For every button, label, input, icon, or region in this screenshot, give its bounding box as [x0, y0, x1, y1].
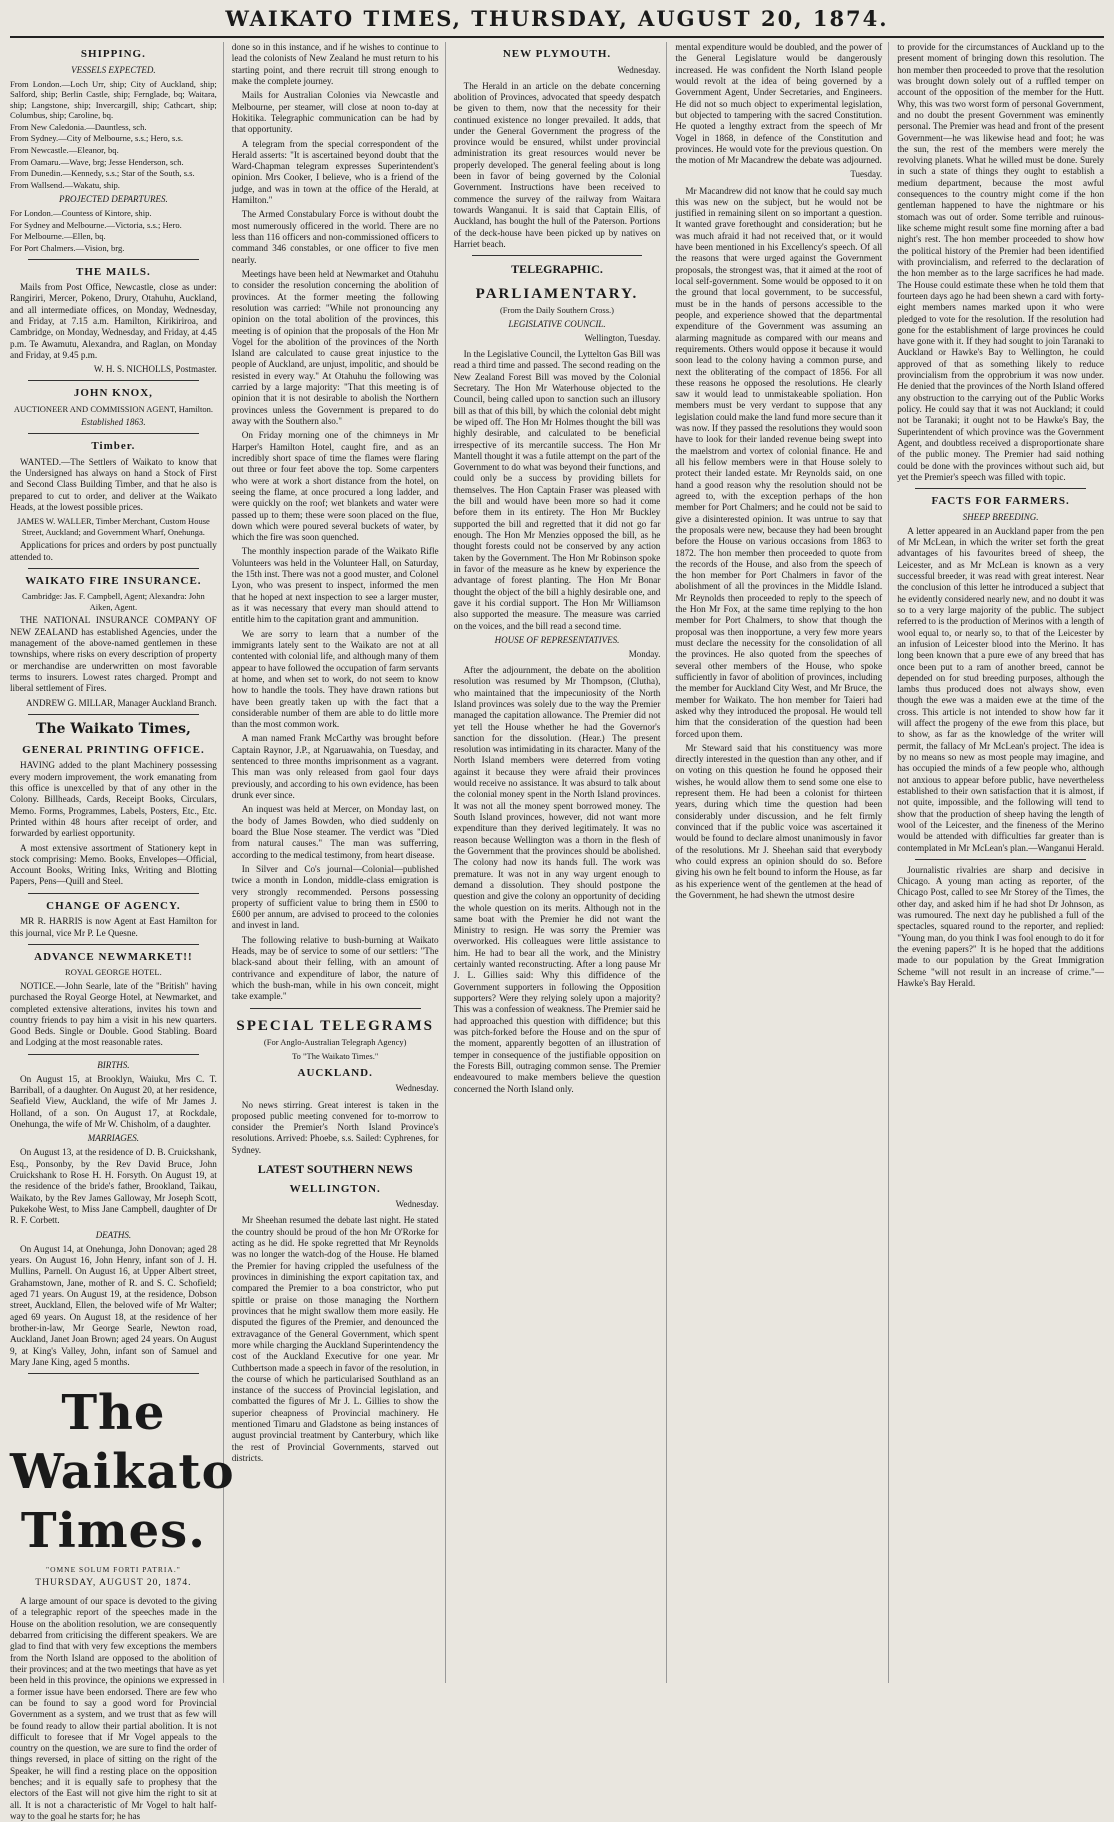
list-item: For London.—Countess of Kintore, ship.: [10, 208, 152, 219]
knox-heading: JOHN KNOX,: [73, 387, 153, 400]
news-paragraph: The Armed Constabulary Force is without doubt the most numerously officered in the world. There are no less than 116 officers and non-commissioned officers to command 346 constables, or one officer to five men nearly.: [231, 209, 439, 265]
column-4: [675, 42, 889, 1683]
auckland-heading: AUCKLAND.: [297, 1066, 373, 1079]
printing-office-title: The Waikato Times,: [35, 720, 191, 737]
miscellaneous-notes: Journalistic rivalries are sharp and decisive in Chicago. A young man acting as reporter, of the Chicago Post, called to see Mr Storey of the Times, the other day, and asked him if he had shot Dr Johnson, as was rumoured. The next day he published a full of the spectacles, squared round to the reporter, and replied: "Young man, do you think I was fool enough to do it for the evening papers?" It is he hoped that the additions made to our population by the Great Immigration Scheme "will not result in an increase of crime."—Hawke's Bay Herald.: [897, 864, 1104, 988]
new-plymouth-day: Wednesday.: [617, 64, 661, 75]
knox-subheading: AUCTIONEER AND COMMISSION AGENT, Hamilton.: [13, 403, 213, 414]
fire-insurance-text: THE NATIONAL INSURANCE COMPANY OF NEW ZEALAND has established Agencies, under the management of the above-named gentlemen in these townships, where risks on every description of property or merchandise are underwritten on most favorable terms to insurers. Lowest rates charged. Prompt and liberal settlement of Fires.: [10, 615, 217, 694]
debate-text: Mr Steward said that his constituency was more directly interested in the question than any other, and if on voting on this question he found he opposed their wishes, he would allow them to send some one else to represent them. He had been a colonist for thirteen years, during which time the question had been considerably under discussion, and he felt firmly convinced that if the public voice was ascertained it would be found to declare almost unanimously in favor of the resolutions. Mr J. Sheehan said that everybody who could express an opinion should do so. Before giving his own he felt bound to inform the House, as far as his experience went of the gentlemen at the head of the Government, he had shewn the utmost desire: [675, 742, 883, 900]
list-item: From Sydney.—City of Melbourne, s.s.; Hero, s.s.: [10, 133, 183, 144]
list-item: For Melbourne.—Ellen, bq.: [10, 231, 106, 242]
news-paragraph: Mails for Australian Colonies via Newcastle and Melbourne, per steamer, will close at noon to-day at Hokitika. Telegraphic communication can be had by that opportunity.: [231, 90, 439, 135]
timber-note: Applications for prices and orders by post punctually attended to.: [10, 540, 217, 562]
paper-motto: "OMNE SOLUM FORTI PATRIA.": [46, 1565, 181, 1575]
editorial-text: A large amount of our space is devoted to the giving of a telegraphic report of the speeches made in the House on the abolition resolution, we are consequently debarred from criticising the different speakers. We are glad to find that with very few exceptions the members from the North Island are opposed to the abolition of their provinces; and at the two meetings that have as yet been held in this province, the opinions we expressed in a former issue have been endorsed. There are few who can be found to say a good word for Provincial Government as a system, and we trust that as few will be found ready to allow their partial abolition. It is not difficult to foresee that if Mr Vogel appeals to the country on the question, we are sure to find the order of things reversed, in place of sitting on the right of the Speaker, he will find a resting place on the opposition benches; and it is equally safe to prophesy that the electors of the East will not give him the right to sit at all. It is not a characteristic of Mr Vogel to halt half-way to the goal he starts for; he has: [10, 1596, 217, 1822]
divider: [28, 714, 199, 715]
news-paragraph: A man named Frank McCarthy was brought before Captain Raynor, J.P., at Ngaruawahia, on Tuesday, and sentenced to three months imprisonment as a vagrant. This man was only released from gaol four days previously, and according to his own evidence, has been drunk ever since.: [231, 733, 439, 800]
deaths-text: On August 14, at Onehunga, John Donovan; aged 28 years. On August 16, John Henry, infant son of J. H. Mullins, Parnell. On August 16, at Upper Albert street, Grahamstown, Jane, mother of R. and S. C. Schofield; aged 71 years. On August 19, at the residence, Dobson street, Auckland, Ellen, the beloved wife of Mr Walter; aged 69 years. On August 18, at the residence of her brother-in-law, Mr George Searle, Newton road, Auckland, Janet Joan Brown; aged 24 years. On August 9, at King's Valley, John, infant son of Samuel and Mary Jane King, aged 5 months.: [10, 1243, 217, 1367]
sheep-breeding-text: A letter appeared in an Auckland paper from the pen of Mr McLean, in which the writer set forth the great advantages of his favourites breed of sheep, the Leicester, and as Mr McLean is known as a very successful breeder, it was read with great interest. Near the conclusion of this letter he introduced a subject that he evidently considered nearly new, and no doubt it was so to a very large majority of the public. The subject referred to is the production of Merinos with a length of wool equal to, or nearly so, to that of the Leicester by an infusion of Leicester blood into the Merino. It has long been known that a pure ewe of any breed that has once been put to a ram of another breed, cannot be depended on for stud breeding purposes, although the lambs thus produced does not always show, even though the ewe was a maiden ewe at the time of the cross. This article is not intended to show how far it will affect the progeny of the ewe from this place, but to show, as far as the knowledge of the writer will permit, the fallacy of Mr McLean's project. The idea is by no means so new as most people may imagine, and has occupied the minds of a few people who, although not anxious to appear before public, have nevertheless established to their own satisfaction that it is almost, if not quite, impossible, and the following will tend to show that the production of sheep having the length of wool of the Leicester, and the fineness of the Merino would be attended with difficulties far greater than is contemplated in Mr McLean's plan.—Wanganui Herald.: [897, 525, 1104, 853]
vessels-list: [10, 79, 217, 191]
list-item: From Oamaru.—Wave, brg; Jesse Henderson, sch.: [10, 156, 184, 167]
column-3: [454, 42, 668, 1683]
divider: [915, 488, 1086, 489]
news-paragraph: The monthly inspection parade of the Waikato Rifle Volunteers was held in the Volunteer Hall, on Saturday, the 15th inst. There was not a good muster, and Colonel Lyon, who was present to inspect, informed the men that he hoped at next inspection to see a larger muster, as it was necessary that every man should attend to entitle him to the capitation grant and ammunition.: [231, 546, 439, 625]
divider: [28, 380, 199, 381]
news-paragraph: The following relative to bush-burning at Waikato Heads, may be of service to some of our settlers: "The black-sand about their felling, with an amount of contrivance and expenditure of labor, the nature of which the bush-man, while in his own conceit, might take example.": [231, 934, 439, 1002]
list-item: For Port Chalmers.—Vision, brg.: [10, 242, 125, 253]
news-paragraph: We are sorry to learn that a number of the immigrants lately sent to the Waikato are not at all contented with colonial life, and although many of them appear to have followed the occupation of farm servants at home, and when set to work, do not seem to know how to handle the tools. They have drawn rations but have been greatly taken up with the fact that a considerable number of them are able to do little more than the most common work.: [231, 628, 439, 730]
fire-insurance-heading: WAIKATO FIRE INSURANCE.: [25, 574, 202, 587]
telegrams-source: (For Anglo-Australian Telegraph Agency): [263, 1037, 407, 1048]
fire-insurance-agents: Cambridge: Jas. F. Campbell, Agent; Alexandra: John Aiken, Agent.: [22, 591, 205, 612]
news-paragraph: A telegram from the special correspondent of the Herald asserts: "It is ascertained beyond doubt that the Ward-Chapman telegram expresses Superintendent's opinion. Mrs Cooker, I believe, who is a friend of the judge, and was in town at the office of the Herald, at Hamilton.": [231, 138, 439, 206]
printing-office-text: HAVING added to the plant Machinery possessing every modern improvement, the work emanating from this office is unexcelled by that of any other in the Colony. Billheads, Cards, Receipt Books, Circulars, Memo. Forms, Programmes, Labels, Posters, Etc., Etc. Printed within 48 hours after receipt of order, and forwarded by earliest opportunity.: [10, 760, 217, 839]
paper-title: The Waikato Times.: [10, 1385, 235, 1560]
newmarket-heading: ADVANCE NEWMARKET!!: [34, 950, 193, 963]
news-paragraph: In Silver and Co's journal—Colonial—published twice a month in London, middle-class emigration is very strongly recommended. Persons possessing property of sufficient value to bring them in £500 to £600 per annum, are advised to proceed to the colonies and invest in land.: [231, 863, 439, 931]
divider: [28, 944, 199, 945]
debate-continued: mental expenditure would be doubled, and the power of the General Legislature would be dangerously increased. He was confident the North Island people would revolt at the idea of being governed by a Government Agent, Under Secretaries, and Engineers. He did not so much object to experimental legislation, but objected to tampering with the sacred Constitution. He quoted a lengthy extract from the speech of Mr Vogel in 1868, in defence of the Constitution and provinces. He would vote for the previous question. On the motion of Mr Macandrew the debate was adjourned.: [675, 42, 883, 166]
columns: [10, 38, 1104, 1822]
telegrams-recipient: To "The Waikato Times.": [292, 1050, 379, 1061]
new-plymouth-text: The Herald in an article on the debate concerning abolition of Provinces, advocated that speedy despatch be given to them, now that the necessity for their continued existence no longer prevailed. It adds, that under the General Government the progress of the province would be ensured, whilst under provincial administration its great resources would never be properly developed. The general feeling about is long been in favor of being governed by the Colonial Government. Instructions have been received to commence the survey of the railway from Waitara towards Wanganui. It is said that Captain Ellis, of Auckland, has bought the hull of the Paterson. Portions of the deck-house have been picked up by natives on Harriet beach.: [453, 80, 661, 249]
southern-news-heading: LATEST SOUTHERN NEWS: [257, 1162, 413, 1177]
parliamentary-heading: PARLIAMENTARY.: [475, 286, 639, 303]
mails-heading: THE MAILS.: [76, 265, 151, 278]
divider: [250, 1008, 421, 1009]
telegraphic-heading: TELEGRAPHIC.: [511, 262, 603, 277]
legislative-council-text: In the Legislative Council, the Lyttelton Gas Bill was read a third time and passed. The second reading on the New Zealand Forest Bill was moved by the Colonial Secretary. The Hon Mr Waterhouse objected to the Council, being called upon to sanction such an illusory bill as that of this bill, by which the colonial debt might be wiped off. The Hon Mr Holmes thought the bill was highly desirable, and calculated to be beneficial irrespective of its mercantile success. The Hon Mr Mantell thought it was a futile attempt on the part of the Government to do what was beyond their functions, and could only be a success by providing billets for themselves. The Hon Captain Fraser was pleased with the bill and would have been more so had it come before them in its entirety. The Hon Mr Buckley supported the bill and regretted that it did not go far enough. The Hon Mr Menzies opposed the bill, as he thought forests could not be conserved by any action taken by the Government. The Hon Mr Robinson spoke in favor of the measure as he knew by experience the advantage of forest planting. The Hon Mr Bonar thought the object of the bill a highly desirable one, and gave it his cordial support. The Hon Mr Williamson also supported the measure. The measure was carried on the voices, and the bill read a second time.: [453, 349, 661, 631]
masthead: WAIKATO TIMES, THURSDAY, AUGUST 20, 1874.: [10, 0, 1104, 38]
column-5: [897, 42, 1104, 1683]
new-plymouth-heading: NEW PLYMOUTH.: [502, 48, 612, 60]
wellington-day: Wednesday.: [395, 1199, 439, 1210]
divider: [28, 1054, 199, 1055]
marriages-text: On August 13, at the residence of D. B. Cruickshank, Esq., Ponsonby, by the Rev David Bruce, John Cruickshank to Rose H. H. Forsyth. On August 19, at the residence of the bride's father, Brookland, Taikau, Waikato, by the Rev James Galloway, Mr Joseph Scott, Pukekohe West, to Miss Jane Campbell, daughter of Dr R. F. Corbett.: [10, 1147, 217, 1226]
timber-signature: JAMES W. WALLER, Timber Merchant, Custom House Street, Auckland; and Government Wharf, Onehunga.: [17, 516, 210, 537]
projected-departures-heading: PROJECTED DEPARTURES.: [58, 194, 168, 205]
list-item: From New Caledonia.—Dauntless, sch.: [10, 121, 147, 132]
newmarket-text: NOTICE.—John Searle, late of the "British" having purchased the Royal George Hotel, at Newmarket, and completed extensive alterations, invites his town and country friends to pay him a visit in his new quarters. Good Beds. Single or Double. Good Stabling. Board and Lodging at the most reasonable rates.: [10, 980, 217, 1048]
divider: [28, 893, 199, 894]
divider: [915, 859, 1086, 860]
wellington-text: Mr Sheehan resumed the debate last night. He stated the country should be proud of the hon Mr O'Rorke for acting as he did. He spoke regretted that Mr Reynolds was no longer the watch-dog of the House. He blamed the Premier for having crippled the usefulness of the provinces in diminishing the export capitation tax, and compared the Premier to a boa constrictor, who put spittle or praise on those managing the Northern provinces that he might swallow them more easily. He disputed the figures of the Premier, and denounced the extravagance of the General Government, which spent more while charging the Auckland Superintendency the cost of the Auckland Executive for one year. Mr Cuthbertson made a speech in favor of the resolution, in the course of which he particularised Southland as an instance of the success of Provincial legislation, and combatted the figures of Mr J. L. Gillies to show the superior cheapness of Provincial machinery. He mentioned Timaru and Gladstone as being instances of august provincial treatment by Canterbury, which like the rest of Provincial Governments, starved out districts.: [231, 1215, 439, 1463]
shipping-heading: SHIPPING.: [80, 48, 146, 60]
divider: [28, 433, 199, 434]
births-heading: BIRTHS.: [97, 1059, 130, 1070]
vessels-expected-heading: VESSELS EXPECTED.: [71, 64, 156, 75]
house-of-representatives-heading: HOUSE OF REPRESENTATIVES.: [494, 634, 620, 645]
news-paragraph: An inquest was held at Mercer, on Monday last, on the body of James Bowden, who died suddenly on board the Blue Nose steamer. The verdict was "Died from natural causes." The man was sufferring, according to the medical testimony, from heart disease.: [231, 804, 439, 860]
sheep-breeding-heading: SHEEP BREEDING.: [962, 511, 1039, 522]
paper-dateline: THURSDAY, AUGUST 20, 1874.: [35, 1578, 192, 1589]
change-of-agency-text: MR R. HARRIS is now Agent at East Hamilton for this journal, vice Mr P. Le Quesne.: [10, 916, 217, 938]
list-item: From London.—Loch Urr, ship; City of Auckland, ship; Salford, ship; Berlin Castle, ship; Fernglade, bq; Waitara, ship; Langstone, ship; Invercargill, ship; Cathcart, ship; Columbus, ship; Caroline, bq.: [10, 78, 217, 121]
list-item: From Dunedin.—Kennedy, s.s.; Star of the South, s.s.: [10, 168, 195, 179]
wellington-heading: WELLINGTON.: [289, 1182, 381, 1195]
births-text: On August 15, at Brooklyn, Waiuku, Mrs C. T. Barriball, of a daughter. On August 20, at her residence, Seafield View, Auckland, the wife of Mr James J. Holland, of a son. On August 17, at Rockdale, Onehunga, the wife of Mr W. Chisholm, of a daughter.: [10, 1073, 217, 1130]
legislative-council-day: Wellington, Tuesday.: [584, 332, 661, 343]
debate-day: Tuesday.: [850, 169, 883, 180]
marriages-heading: MARRIAGES.: [87, 1133, 140, 1144]
knox-established: Established 1863.: [81, 417, 146, 428]
debate-text: Mr Macandrew did not know that he could say much this was new on the subject, but he would not be justified in remaining silent on so important a question. It wanted grave forethought and consideration; but he was much afraid it had not received that, or it would have been mentioned in his Excellency's speech. Of all the reasons that were urged against the Government proposals, the strongest was, that it aimed at the root of local self-government. Some would be opposed to it on the ground that local government, to be successful, must be in the hands of persons accessible to the people, and experience showed that the departmental expenditure of the Government was assuming an alarming magnitude as compared with our means and requirements. Others would oppose it because it would soon lead to the colony having a common purse, and next the obliterating of the compact of 1856. For all these reasons he opposed the resolutions. He clearly saw it would lead to unmistakeable spoliation. Hon members must be very verdant to suppose that any legislation could make the land fund more secure than it was now. If they passed the resolutions they would soon have to look for their landed revenue being swept into the maelstrom and vortex of colonial finance. He and all his fellow members were in that House solely to protect their landed estate. Mr Reynolds said, on one hand a good reason why the resolution should not be agreed to, with the exception perhaps of the hon member for Port Chalmers; and he could not be said to give a disinterested opinion. It was untrue to say that the proposals were new, because they had been brought before the House on various occasions from 1863 to 1872. The hon member then proceeded to quote from the records of the House, and also from the speech of the hon member for Port Chalmers in favor of the abolishment of all the provinces in the Middle Island. Mr Reynolds then proceeded to reply to the speech of the Hon Mr Fox, at the same time replying to the hon member for Port Chalmers, to show that though the proposal was then inopportune, a very few more years must declare the necessity for the consolidation of all the provinces. He also quoted from the speeches of several other members of the House, who spoke sufficiently in favor of abolition of provinces, including the member for Auckland City West, and Mr Bruce, the member for Waikato. The hon member for Taieri had asked why they introduced the proposal. He would tell him that the consideration of the question had been forced upon them.: [675, 185, 883, 739]
divider: [28, 568, 199, 569]
stationery-text: A most extensive assortment of Stationery kept in stock comprising: Memo. Books, Envelopes—Official, Account Books, Writing Inks, Writing and Blotting Papers, Pens—Quill and Steel.: [10, 842, 217, 887]
timber-heading: Timber.: [91, 440, 136, 453]
editorial-continued: done so in this instance, and if he wishes to continue to lead the colonists of New Zealand he must return to his starting point, and there recruit till strong enough to make the complete journey.: [231, 42, 439, 86]
special-telegrams-heading: SPECIAL TELEGRAMS: [236, 1017, 434, 1034]
divider: [28, 259, 199, 260]
list-item: From Newcastle.—Eleanor, bq.: [10, 144, 119, 155]
facts-for-farmers-heading: FACTS FOR FARMERS.: [931, 495, 1070, 508]
timber-text: WANTED.—The Settlers of Waikato to know that the Undersigned has always on hand a Stock of First and Second Class Building Timber, and that he also is prepared to cut to order, and deliver at the Waikato Heads, at the lowest possible prices.: [10, 456, 217, 513]
list-item: For Sydney and Melbourne.—Victoria, s.s.; Hero.: [10, 219, 182, 230]
printing-office-subtitle: GENERAL PRINTING OFFICE.: [22, 743, 205, 756]
house-of-representatives-day: Monday.: [628, 648, 661, 659]
fire-insurance-signature: ANDREW G. MILLAR, Manager Auckland Branch.: [26, 697, 217, 708]
divider: [472, 255, 643, 256]
departures-list: [10, 208, 217, 253]
divider: [28, 1373, 199, 1374]
auckland-day: Wednesday.: [395, 1083, 439, 1094]
debate-continued: to provide for the circumstances of Auckland up to the present moment of bringing down this resolution. The hon member then proceeded to prove that the resolution was brought down solely out of a ruffled temper on account of the opposition of the member for the Hutt. Why, this was two worst form of personal Government, and no doubt the present Government was eminently personal. The Premier was head and front of the present Government—he was likewise head and foot; he was the sun, the rest of the members were merely the revolving planets. What he willed must be done. Surely in such a state of things they ought to establish a medium department, because the most awful consequences to the country might come if the hon gentleman happened to have the nightmare or his stomach was out of order. Some terrible and ruinous-like scheme might result some fine morning after a bad night's rest. The hon member proceeded to show how the political history of the Premier had been identified with provincialism, and referred to the declaration of the hon member as to the large sacrifices he had made. The House could estimate these when he told them that fourteen days ago he had been shewn a card with forty-eight members names marked upon it who were pledged to vote for the resolution. If the resolution had gone for the establishment of large provinces he could have gone with it. If they had sought to join Taranaki to Auckland or Hawke's Bay to Wellington, he could approved of that as something likely to reduce provincialism from the opprobrium it was now under. He denied that the provinces of the North Island offered any obstruction to the carrying out of the Public Works policy. He could say that it was not Auckland; it could not be Taranaki; it ought not to be Hawke's Bay, the Superintendent of which province was the Government Agent, and doubtless received a disproportionate share of the public money. The Premier had said nothing could be done with the provinces without such aid, but yet the Premier's speech was filled with topic.: [897, 42, 1104, 482]
list-item: From Wallsend.—Wakatu, ship.: [10, 179, 120, 190]
newmarket-subheading: ROYAL GEORGE HOTEL.: [65, 967, 162, 978]
parliamentary-source: (From the Daily Southern Cross.): [499, 305, 615, 316]
column-1: [10, 42, 235, 1822]
news-paragraph: Meetings have been held at Newmarket and Otahuhu to consider the resolution concerning the abolition of provinces. At the former meeting the following resolution was carried: "While not pronouncing any opinion on the total abolition of the provinces, this meeting is of opinion that the proposals of the Hon Mr Vogel for the abolition of the provinces of the North Island are calculated to cause great injustice to the people of Auckland, are unjust, impolitic, and should be resisted in every way." At Otahuhu the following was carried by a large majority: "That this meeting is of opinion that it is not desirable to abolish the Northern provinces unless the Government is prepared to do away with the Southern also.": [231, 268, 439, 426]
mails-signature: W. H. S. NICHOLLS, Postmaster.: [93, 364, 217, 375]
deaths-heading: DEATHS.: [95, 1229, 132, 1240]
legislative-council-heading: LEGISLATIVE COUNCIL.: [508, 318, 606, 329]
auckland-text: No news stirring. Great interest is taken in the proposed public meeting convened for to-morrow to consider the Premier's North Island Province's resolutions. Arrived: Phoebe, s.s. Sailed: Cyphrenes, for Sydney.: [231, 1099, 439, 1155]
news-paragraph: On Friday morning one of the chimneys in Mr Harper's Hamilton Hotel, caught fire, and as an incredibly short space of time the flames were flaring out three or four feet above the top. Some carpenters who were at work a short distance from the hotel, on seeing the flame, at once procured a long ladder, and were quickly on the roof; wet blankets and water were passed up to them; these were soon placed on the flue, down which were poured several buckets of water, by which the fire was soon quenched.: [231, 430, 439, 543]
change-of-agency-heading: CHANGE OF AGENCY.: [46, 899, 181, 912]
mails-text: Mails from Post Office, Newcastle, close as under: Rangiriri, Mercer, Pokeno, Drury, Otahuhu, Auckland, and all intermediate offices, on Monday, Wednesday, and Friday, at 7.15 a.m. Hamilton, Kirikiriroa, and Cambridge, on Monday, Wednesday, and Friday, at 4.45 p.m. Te Awamutu, Alexandra, and Raglan, on Monday and Friday, at 9.45 p.m.: [10, 282, 217, 360]
house-of-representatives-text: After the adjournment, the debate on the abolition resolution was resumed by Mr Thompson, (Clutha), who maintained that the impecuniosity of the North Island provinces was solely due to the way the Premier managed the capitation allowance. The Premier did not yet tell the House whether he had the Governor's sanction for the dissolution. (Hear.) The present resolution was intimidating in its character. Many of the North Island members were deterred from voting against it because they were afraid their provinces would receive no assistance. It was absurd to talk about the colonial money spent in the North Island provinces. It was not all the money spent borrowed money. The South Island provinces, however, did not want more expenditure than they derived legitimately. It was no reason because Wellington was a thorn in the flesh of the Government that the provinces should be abolished. The colony had now its hands full. The work was premature. It was not in any way urgent enough to demand a dissolution. They should postpone the question and give the colony an opportunity of deciding the whole question on its merits. Although not in the same boat with the Premier he did not want the Ministry to resign. He was sorry the Premier was overworked. His colleagues were little assistance to him. He had to bear all the work, and the Ministry certainly wanted reconstructing. After a long pause Mr J. L. Gillies said: Why this diffidence of the Government supporters in following the Opposition supporters? Were they relying solely upon a majority? This was a confession of weakness. The Premier said he had approached this question with diffidence; but this was pitch-forked before the House and on the spur of the moment, apparently begotten of an illustration of temper in consequence of the justifiable opposition on the Forests Bill, outraging common sense. The Premier endeavoured to make members believe the question concerned the North Island only.: [453, 664, 661, 1094]
column-2: [232, 42, 446, 1683]
